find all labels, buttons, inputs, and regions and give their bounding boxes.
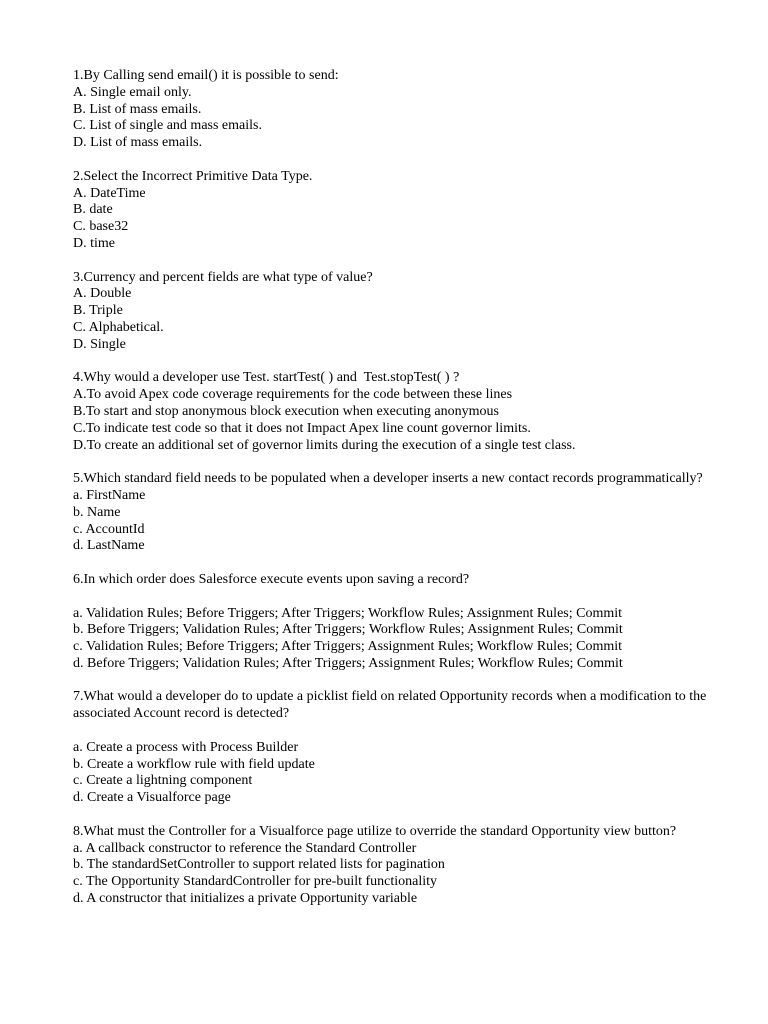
question-5 xyxy=(73,471,708,555)
answer-option: C. Alphabetical. xyxy=(73,319,164,335)
answer-option: A.To avoid Apex code coverage requirements for the code between these lines xyxy=(73,387,513,403)
answer-option: d. Before Triggers; Validation Rules; After Triggers; Assignment Rules; Workflow Rules; Commit xyxy=(73,655,623,671)
answer-option: C. List of single and mass emails. xyxy=(73,118,262,134)
question-text: 2.Select the Incorrect Primitive Data Type. xyxy=(73,168,313,184)
answer-option: a. Validation Rules; Before Triggers; After Triggers; Workflow Rules; Assignment Rules; Commit xyxy=(73,605,623,621)
question-text: 5.Which standard field needs to be populated when a developer inserts a new contact records programmatically? xyxy=(73,471,703,487)
answer-option: c. The Opportunity StandardController for pre-built functionality xyxy=(73,874,438,890)
question-1 xyxy=(73,68,708,152)
answer-option: b. Before Triggers; Validation Rules; After Triggers; Workflow Rules; Assignment Rules; Commit xyxy=(73,622,623,638)
answer-option: c. AccountId xyxy=(73,521,145,537)
answer-option: C.To indicate test code so that it does not Impact Apex line count governor limits. xyxy=(73,420,531,436)
question-text: 6.In which order does Salesforce execute events upon saving a record? xyxy=(73,571,470,587)
question-8 xyxy=(73,824,708,908)
answer-option: A. DateTime xyxy=(73,185,146,201)
question-text: 3.Currency and percent fields are what type of value? xyxy=(73,269,373,285)
answer-option: A. Single email only. xyxy=(73,84,192,100)
question-2 xyxy=(73,169,708,253)
question-4 xyxy=(73,370,708,454)
answer-option: D.To create an additional set of governor limits during the execution of a single test class. xyxy=(73,437,576,453)
answer-option: D. List of mass emails. xyxy=(73,135,203,151)
answer-option: b. Create a workflow rule with field update xyxy=(73,756,315,772)
answer-option: B. List of mass emails. xyxy=(73,101,202,117)
answer-option: D. time xyxy=(73,235,115,251)
answer-option: c. Create a lightning component xyxy=(73,773,253,789)
answer-option: B.To start and stop anonymous block execution when executing anonymous xyxy=(73,403,499,419)
question-text: 1.By Calling send email() it is possible to send: xyxy=(73,68,339,83)
answer-option: a. Create a process with Process Builder xyxy=(73,739,299,755)
answer-option: B. Triple xyxy=(73,303,123,319)
blank-line xyxy=(73,589,708,606)
question-6 xyxy=(73,572,708,673)
question-7 xyxy=(73,689,708,807)
question-list xyxy=(73,68,708,908)
answer-option: C. base32 xyxy=(73,219,129,235)
answer-option: a. A callback constructor to reference the Standard Controller xyxy=(73,840,417,856)
answer-option: d. LastName xyxy=(73,538,145,554)
question-3 xyxy=(73,270,708,354)
answer-option: d. A constructor that initializes a private Opportunity variable xyxy=(73,891,418,907)
answer-option: d. Create a Visualforce page xyxy=(73,790,231,806)
answer-option: b. Name xyxy=(73,504,121,520)
question-text: 8.What must the Controller for a Visualforce page utilize to override the standard Opportunity view button? xyxy=(73,823,677,839)
question-text: 4.Why would a developer use Test. startTest( ) and Test.stopTest( ) ? xyxy=(73,370,460,386)
question-text: 7.What would a developer do to update a picklist field on related Opportunity records when a modification to the associated Account record is detected? xyxy=(73,689,710,722)
answer-option: A. Double xyxy=(73,286,132,302)
answer-option: B. date xyxy=(73,202,113,218)
answer-option: D. Single xyxy=(73,336,126,352)
answer-option: b. The standardSetController to support related lists for pagination xyxy=(73,857,445,873)
blank-line xyxy=(73,723,708,740)
answer-option: c. Validation Rules; Before Triggers; After Triggers; Assignment Rules; Workflow Rules; Commit xyxy=(73,639,623,655)
answer-option: a. FirstName xyxy=(73,487,146,503)
